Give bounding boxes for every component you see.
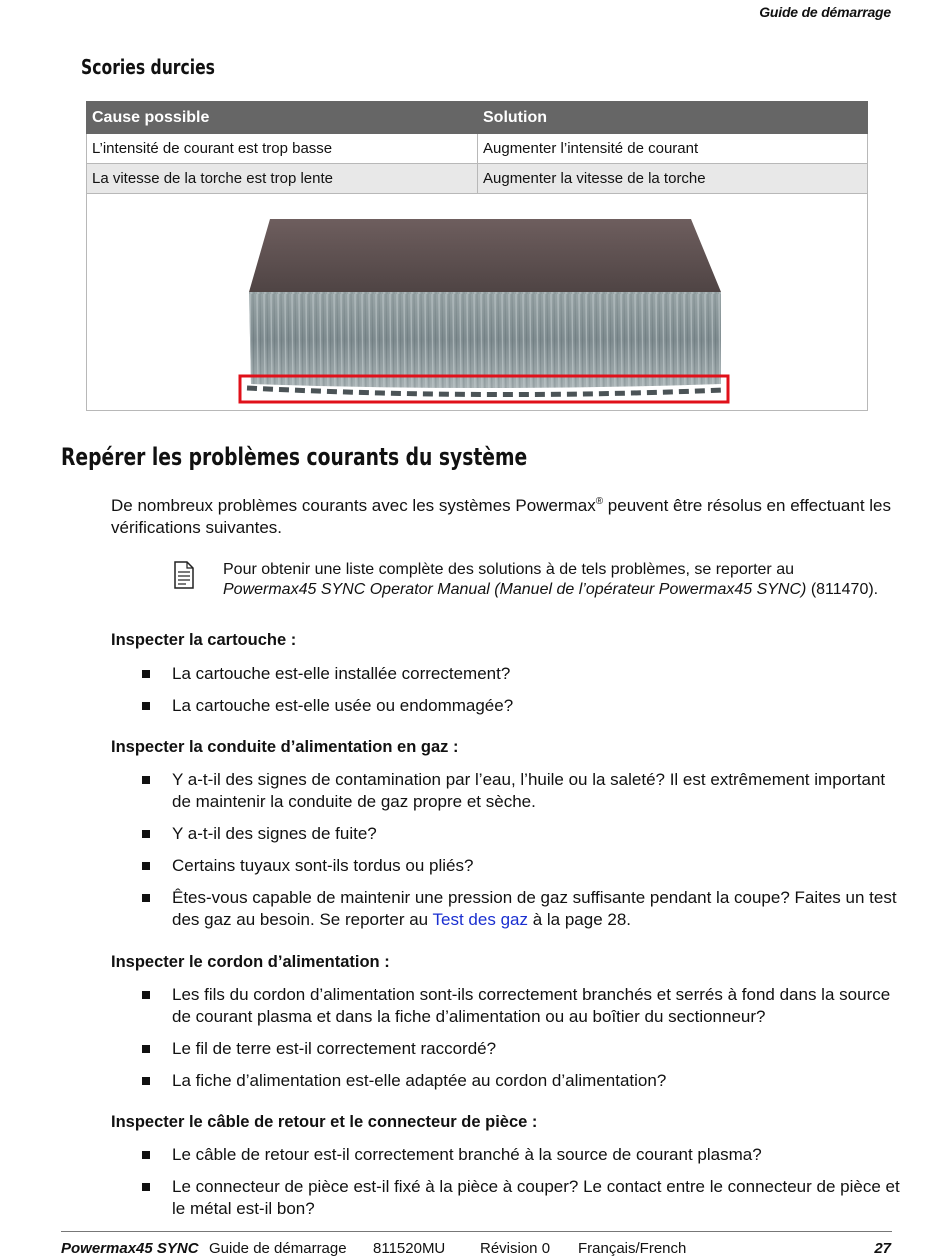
registered-mark: ® <box>595 496 604 507</box>
table-cell-cause: La vitesse de la torche est trop lente <box>87 164 478 194</box>
table-image-cell <box>87 194 868 411</box>
page-number: 27 <box>874 1240 891 1257</box>
table-cell-solution: Augmenter l’intensité de courant <box>478 134 868 164</box>
section-title: Scories durcies <box>81 55 215 79</box>
troubleshooting-table <box>86 101 868 411</box>
subheading-power-cord: Inspecter le cordon d’alimentation : <box>111 953 390 971</box>
footer-part-number: 811520MU <box>373 1240 446 1257</box>
table-image-row <box>87 194 868 411</box>
table-row <box>87 134 868 164</box>
gas-test-link[interactable]: Test des gaz <box>432 910 528 929</box>
main-title: Repérer les problèmes courants du système <box>61 443 528 471</box>
running-header: Guide de démarrage <box>759 4 891 20</box>
subheading-gas-line: Inspecter la conduite d’alimentation en gaz : <box>111 738 459 756</box>
column-header-solution: Solution <box>478 102 868 134</box>
intro-text: De nombreux problèmes courants avec les systèmes Powermax <box>111 496 596 515</box>
table-header-row <box>87 102 868 134</box>
table-row <box>87 164 868 194</box>
footer-language: Français/French <box>578 1240 687 1257</box>
manual-number: (811470). <box>806 581 879 598</box>
note-text <box>223 560 903 600</box>
metal-top-surface <box>249 219 721 292</box>
note-icon <box>172 560 196 590</box>
metal-slag-photo <box>87 194 867 410</box>
column-header-cause: Cause possible <box>87 102 478 134</box>
footer-guide: Guide de démarrage <box>209 1240 347 1257</box>
intro-paragraph <box>111 495 901 539</box>
subheading-work-cable: Inspecter le câble de retour et le connecteur de pièce : <box>111 1113 538 1131</box>
note-line: Pour obtenir une liste complète des solutions à de tels problèmes, se reporter au <box>223 561 794 578</box>
footer-product: Powermax45 SYNC <box>61 1240 199 1257</box>
table-cell-cause: L’intensité de courant est trop basse <box>87 134 478 164</box>
manual-reference: Powermax45 SYNC Operator Manual (Manuel de l’opérateur Powermax45 SYNC) <box>223 581 807 598</box>
subheading-cartridge: Inspecter la cartouche : <box>111 631 297 649</box>
table-cell-solution: Augmenter la vitesse de la torche <box>478 164 868 194</box>
intro-text-cont: peuvent être résolus en effectuant les vérifications suivantes. <box>111 496 892 537</box>
slag-bead <box>247 388 723 395</box>
footer-divider <box>61 1231 892 1232</box>
footer-revision: Révision 0 <box>480 1240 551 1257</box>
